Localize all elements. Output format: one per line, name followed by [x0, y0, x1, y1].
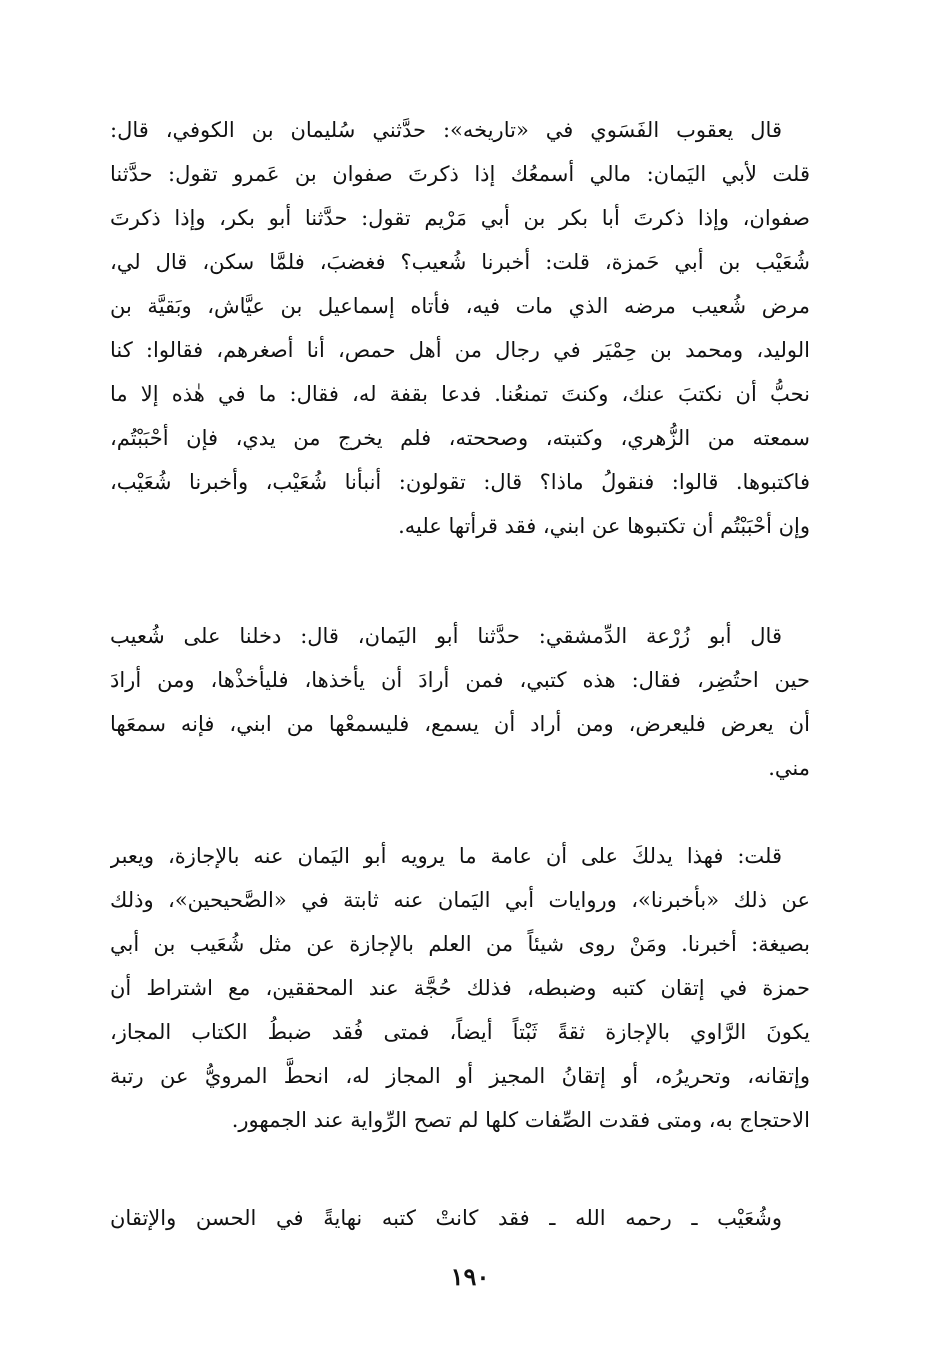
text-line: صفوان، وإذا ذكرتَ أبا بكر بن أبي مَرْيم تقول: حدَّثنا أبو بكر، وإذا ذكرتَ: [110, 206, 810, 230]
text-line: بصيغة: أخبرنا. ومَنْ روى شيئاً من العلم بالإجازة عن مثل شُعَيب بن أبي: [110, 932, 810, 956]
paragraph-fasawi-report: [110, 108, 810, 548]
text-line: مرض شُعيب مرضه الذي مات فيه، فأتاه إسماعيل بن عيَّاش، وبَقيَّة بن: [110, 294, 810, 318]
text-line: قال أبو زُرْعة الدِّمشقي: حدَّثنا أبو اليَمان، قال: دخلنا على شُعيب: [110, 624, 782, 648]
text-line: قلت لأبي اليَمان: مالي أسمعُك إذا ذكرتَ صفوان بن عَمرو تقول: حدَّثنا: [110, 162, 810, 186]
paragraph-abu-zura-report: [110, 614, 810, 790]
text-line: قال يعقوب الفَسَوي في «تاريخه»: حدَّثني سُليمان بن الكوفي، قال:: [110, 118, 782, 142]
paragraph-shuayb-note: [110, 1196, 810, 1240]
text-line: قلت: فهذا يدلكَ على أن عامة ما يرويه أبو اليَمان عنه بالإجازة، ويعبر: [110, 844, 782, 868]
paragraph-author-comment: [110, 834, 810, 1142]
text-line: نحبُّ أن نكتبَ عنك، وكنتَ تمنعُنا. فدعا بقفة له، فقال: ما في هٰذه إلا ما: [110, 382, 810, 406]
text-line: وشُعَيْب ـ رحمه الله ـ فقد كانتْ كتبه نهايةً في الحسن والإتقان: [110, 1206, 782, 1230]
text-line: فاكتبوها. قالوا: فنقولُ ماذا؟ قال: تقولون: أنبأنا شُعَيْب، وأخبرنا شُعَيْب،: [110, 470, 810, 494]
text-line: حين احتُضِر، فقال: هذه كتبي، فمن أرادَ أن يأخذها، فليأخذْها، ومن أرادَ: [110, 668, 810, 692]
text-line: عن ذلك «بأخبرنا»، وروايات أبي اليَمان عنه ثابتة في «الصَّحيحين»، وذلك: [110, 888, 810, 912]
text-line: وإتقانه، وتحريرُه، أو إتقانُ المجيز أو المجاز له، انحطَّ المرويُّ عن رتبة: [110, 1064, 810, 1088]
text-line: يكونَ الرَّاوي بالإجازة ثقةً ثَبْتاً أيضاً، فمتى فُقد ضبطُ الكتاب المجاز،: [110, 1020, 810, 1044]
page-number: ١٩٠: [450, 1262, 490, 1291]
text-line: شُعَيْب بن أبي حَمزة، قلت: أخبرنا شُعيب؟ فغضبَ، فلمَّا سكن، قال لي،: [110, 250, 810, 274]
text-line: أن يعرض فليعرض، ومن أراد أن يسمع، فليسمعْها من ابني، فإنه سمعَها: [110, 712, 810, 736]
text-line: سمعته من الزُّهري، وكتبته، وصححته، فلم يخرج من يدي، فإن أحْبَبْتُم،: [110, 426, 810, 450]
text-line: الوليد، ومحمد بن حِمْيَر في رجال من أهل حمص، أنا أصغرهم، فقالوا: كنا: [110, 338, 810, 362]
text-line: حمزة في إتقان كتبه وضبطه، فذلك حُجَّة عند المحققين، مع اشتراط أن: [110, 976, 810, 1000]
text-line: وإن أحْبَبْتُم أن تكتبوها عن ابني، فقد قرأتها عليه.: [398, 514, 810, 538]
text-line: الاحتجاج به، ومتى فقدت الصِّفات كلها لم تصح الرِّواية عند الجمهور.: [231, 1108, 810, 1132]
text-line: مني.: [768, 756, 810, 780]
